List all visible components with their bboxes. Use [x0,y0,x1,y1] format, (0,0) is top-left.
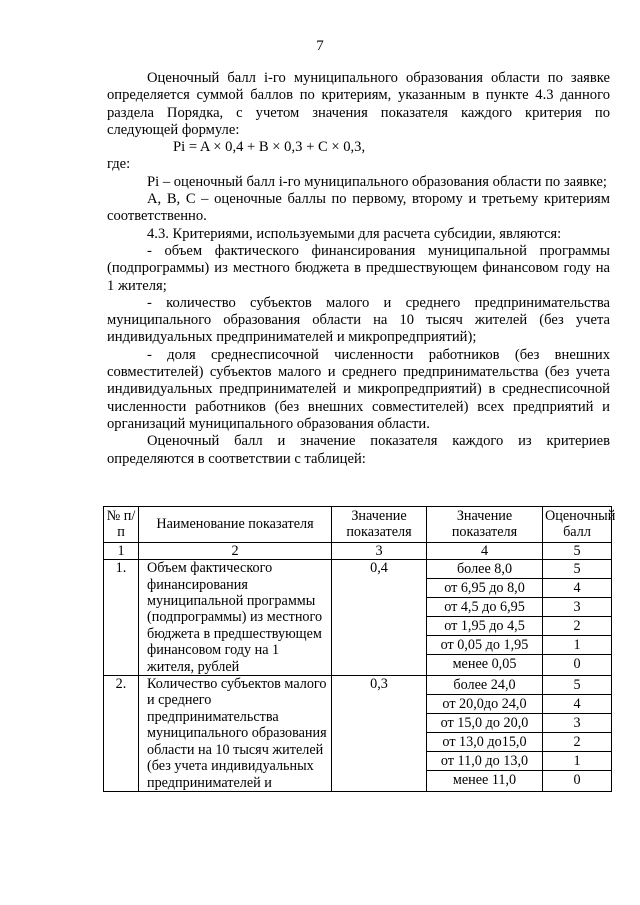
table-row [104,676,612,792]
value-range: менее 0,05 [452,656,517,673]
document-body [107,70,610,468]
header-score: Оценочный балл [543,507,612,543]
value-ranges [427,560,543,676]
column-number-row [104,542,612,559]
formula: Pi = A × 0,4 + B × 0,3 + C × 0,3, [173,139,366,156]
where-label: где: [107,156,131,173]
score-list [543,560,612,676]
value-range: от 13,0 до15,0 [427,733,542,752]
header-name: Наименование показателя [139,507,332,543]
column-number: 3 [332,542,427,559]
value-range: более 8,0 [427,560,542,579]
page-number: 7 [316,38,324,54]
score-value: 2 [543,733,611,752]
paragraph-criterion-2: - количество субъектов малого и среднего предпринимательства муниципального образования области на 10 тысяч жителей (без учета индивидуальных предпринимателей и микропредприятий); [107,294,610,346]
score-value: 3 [543,598,611,617]
score-value: 1 [543,636,611,655]
value-range: от 4,5 до 6,95 [427,598,542,617]
value-range: от 1,95 до 4,5 [427,617,542,636]
header-weight: Значение показателя [332,507,427,543]
column-number: 4 [427,542,543,559]
row-number: 1. [104,560,139,676]
paragraph-criterion-1: - объем фактического финансирования муниципальной программы (подпрограммы) из местного бюджета в предшествующем финансовом году на 1 жителя; [107,242,610,294]
table-row [104,560,612,676]
column-number: 2 [139,542,332,559]
row-number: 2. [104,676,139,792]
score-value: 5 [543,676,611,695]
value-range: от 15,0 до 20,0 [427,714,542,733]
criterion-weight: 0,3 [332,676,427,792]
score-value: 5 [543,560,611,579]
table-header-row [104,507,612,543]
column-number: 1 [104,542,139,559]
value-range: менее 11,0 [452,772,517,789]
criteria-table [103,506,616,792]
paragraph-pi-definition: Pi – оценочный балл i-го муниципального образования области по заявке; [147,173,607,190]
score-value: 1 [543,752,611,771]
score-list [543,676,612,792]
value-ranges [427,676,543,792]
score-value: 3 [543,714,611,733]
value-range: более 24,0 [427,676,542,695]
score-value: 4 [543,579,611,598]
score-value: 0 [573,772,581,789]
paragraph-formula-intro: Оценочный балл i-го муниципального образования области по заявке определяется суммой баллов по критериям, указанным в пункте 4.3 данного раздела Порядка, с учетом значения показателя каждого критерия по следующей формуле: [107,70,610,138]
score-value: 4 [543,695,611,714]
paragraph-criteria-heading: 4.3. Критериями, используемыми для расчета субсидии, являются: [147,225,562,242]
column-number: 5 [543,542,612,559]
value-range: от 6,95 до 8,0 [427,579,542,598]
value-range: от 20,0до 24,0 [427,695,542,714]
header-num: № п/п [104,507,139,543]
score-value: 0 [573,656,581,673]
score-value: 2 [543,617,611,636]
header-value: Значение показателя [427,507,543,543]
value-range: от 0,05 до 1,95 [427,636,542,655]
criterion-weight: 0,4 [332,560,427,676]
paragraph-table-intro: Оценочный балл и значение показателя каждого из критериев определяются в соответствии с таблицей: [107,433,610,467]
value-range: от 11,0 до 13,0 [427,752,542,771]
paragraph-criterion-3: - доля среднесписочной численности работников (без внешних совместителей) субъектов малого и среднего предпринимательства (без учета индивидуальных предпринимателей и микропредприятий) в среднесписочной численности работников (без внешних совместителей) всех предприятий и организаций муниципального образования области. [107,346,610,432]
criterion-name: Количество субъектов малого и среднего предпринимательства муниципального образования области на 10 тысяч жителей (без учета индивидуальных предпринимателей и [139,676,332,792]
criterion-name: Объем фактического финансирования муниципальной программы (подпрограммы) из местного бюджета в предшествующем финансовом году на 1 жителя, рублей [139,560,332,676]
paragraph-abc-definition: A, B, C – оценочные баллы по первому, второму и третьему критериям соответственно. [107,191,610,225]
